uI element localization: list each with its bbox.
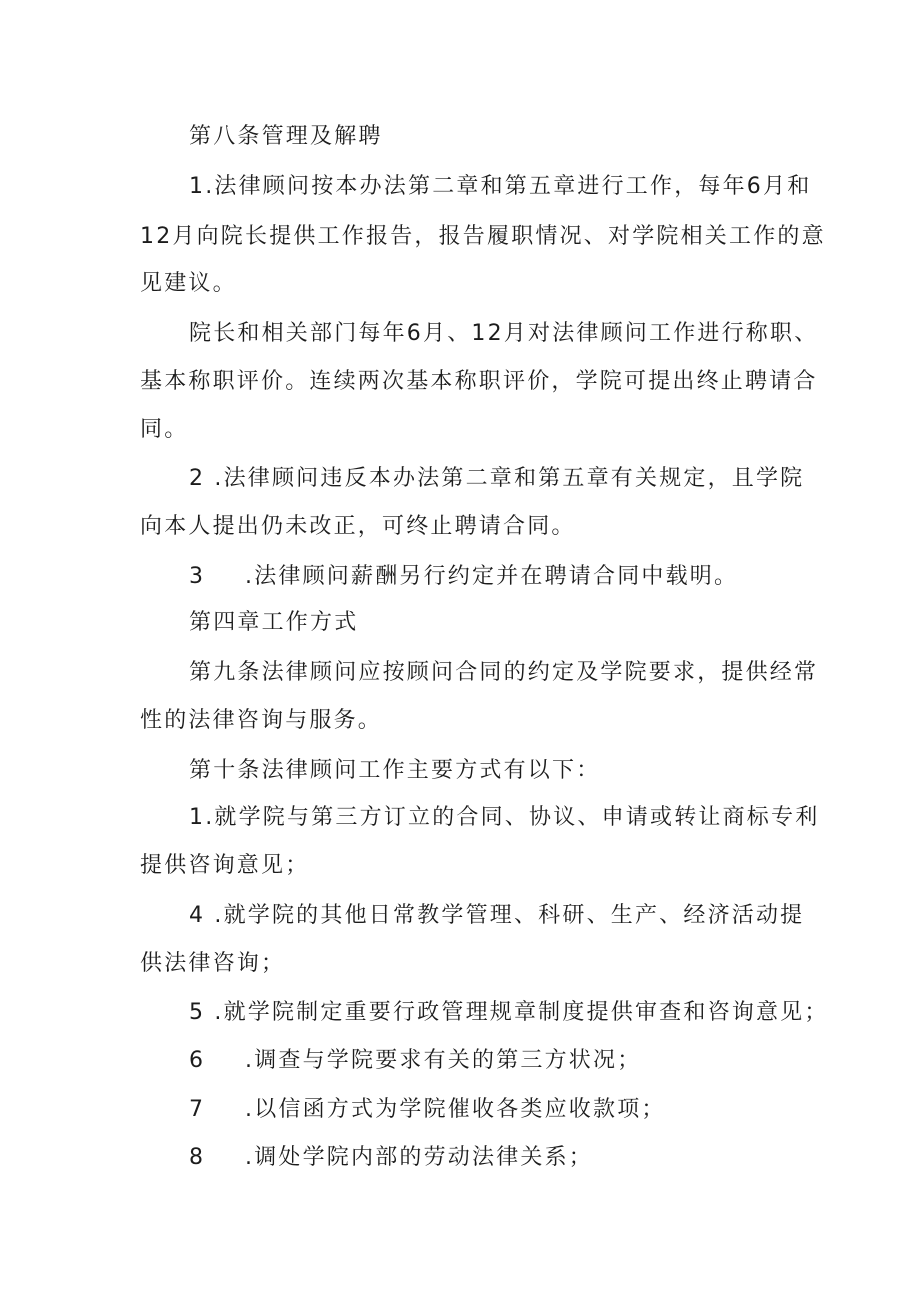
paragraph-line: 见建议。 bbox=[140, 271, 237, 296]
paragraph-line: 1.就学院与第三方订立的合同、协议、申请或转让商标专利 bbox=[189, 805, 820, 830]
paragraph-line: 性的法律咨询与服务。 bbox=[140, 708, 383, 733]
paragraph-line: 供法律咨询； bbox=[140, 951, 286, 976]
list-number: 6 bbox=[189, 1048, 206, 1073]
list-text: .以信函方式为学院催收各类应收款项； bbox=[245, 1097, 666, 1122]
list-item bbox=[189, 1046, 641, 1076]
article-8-heading: 第八条管理及解聘 bbox=[189, 124, 383, 149]
list-item bbox=[189, 1095, 666, 1125]
paragraph-line: 5 .就学院制定重要行政管理规章制度提供审查和咨询意见； bbox=[189, 1000, 829, 1025]
paragraph-line: 2 .法律顾问违反本办法第二章和第五章有关规定，且学院 bbox=[189, 466, 805, 491]
paragraph-line: 提供咨询意见； bbox=[140, 853, 310, 878]
list-number: 3 bbox=[189, 564, 206, 589]
list-number: 8 bbox=[189, 1145, 206, 1170]
paragraph-line: 同。 bbox=[140, 417, 189, 442]
list-text: .调查与学院要求有关的第三方状况； bbox=[245, 1048, 642, 1073]
paragraph-line: 第十条法律顾问工作主要方式有以下： bbox=[189, 758, 601, 783]
chapter-4-heading: 第四章工作方式 bbox=[189, 610, 359, 635]
paragraph-line: 4 .就学院的其他日常教学管理、科研、生产、经济活动提 bbox=[189, 903, 805, 928]
paragraph-line: 第九条法律顾问应按顾问合同的约定及学院要求，提供经常 bbox=[189, 660, 819, 685]
list-text: .调处学院内部的劳动法律关系； bbox=[245, 1145, 593, 1170]
paragraph-line: 院长和相关部门每年6月、12月对法律顾问工作进行称职、 bbox=[189, 321, 819, 346]
paragraph-line: 基本称职评价。连续两次基本称职评价，学院可提出终止聘请合 bbox=[140, 369, 818, 394]
paragraph-line: 12月向院长提供工作报告，报告履职情况、对学院相关工作的意 bbox=[140, 224, 826, 249]
paragraph-line: 1.法律顾问按本办法第二章和第五章进行工作，每年6月和 bbox=[189, 174, 812, 199]
paragraph-line: 向本人提出仍未改正，可终止聘请合同。 bbox=[140, 514, 576, 539]
list-item bbox=[189, 1143, 593, 1173]
list-text: .法律顾问薪酬另行约定并在聘请合同中载明。 bbox=[245, 564, 739, 589]
list-item bbox=[189, 562, 738, 592]
list-number: 7 bbox=[189, 1097, 206, 1122]
